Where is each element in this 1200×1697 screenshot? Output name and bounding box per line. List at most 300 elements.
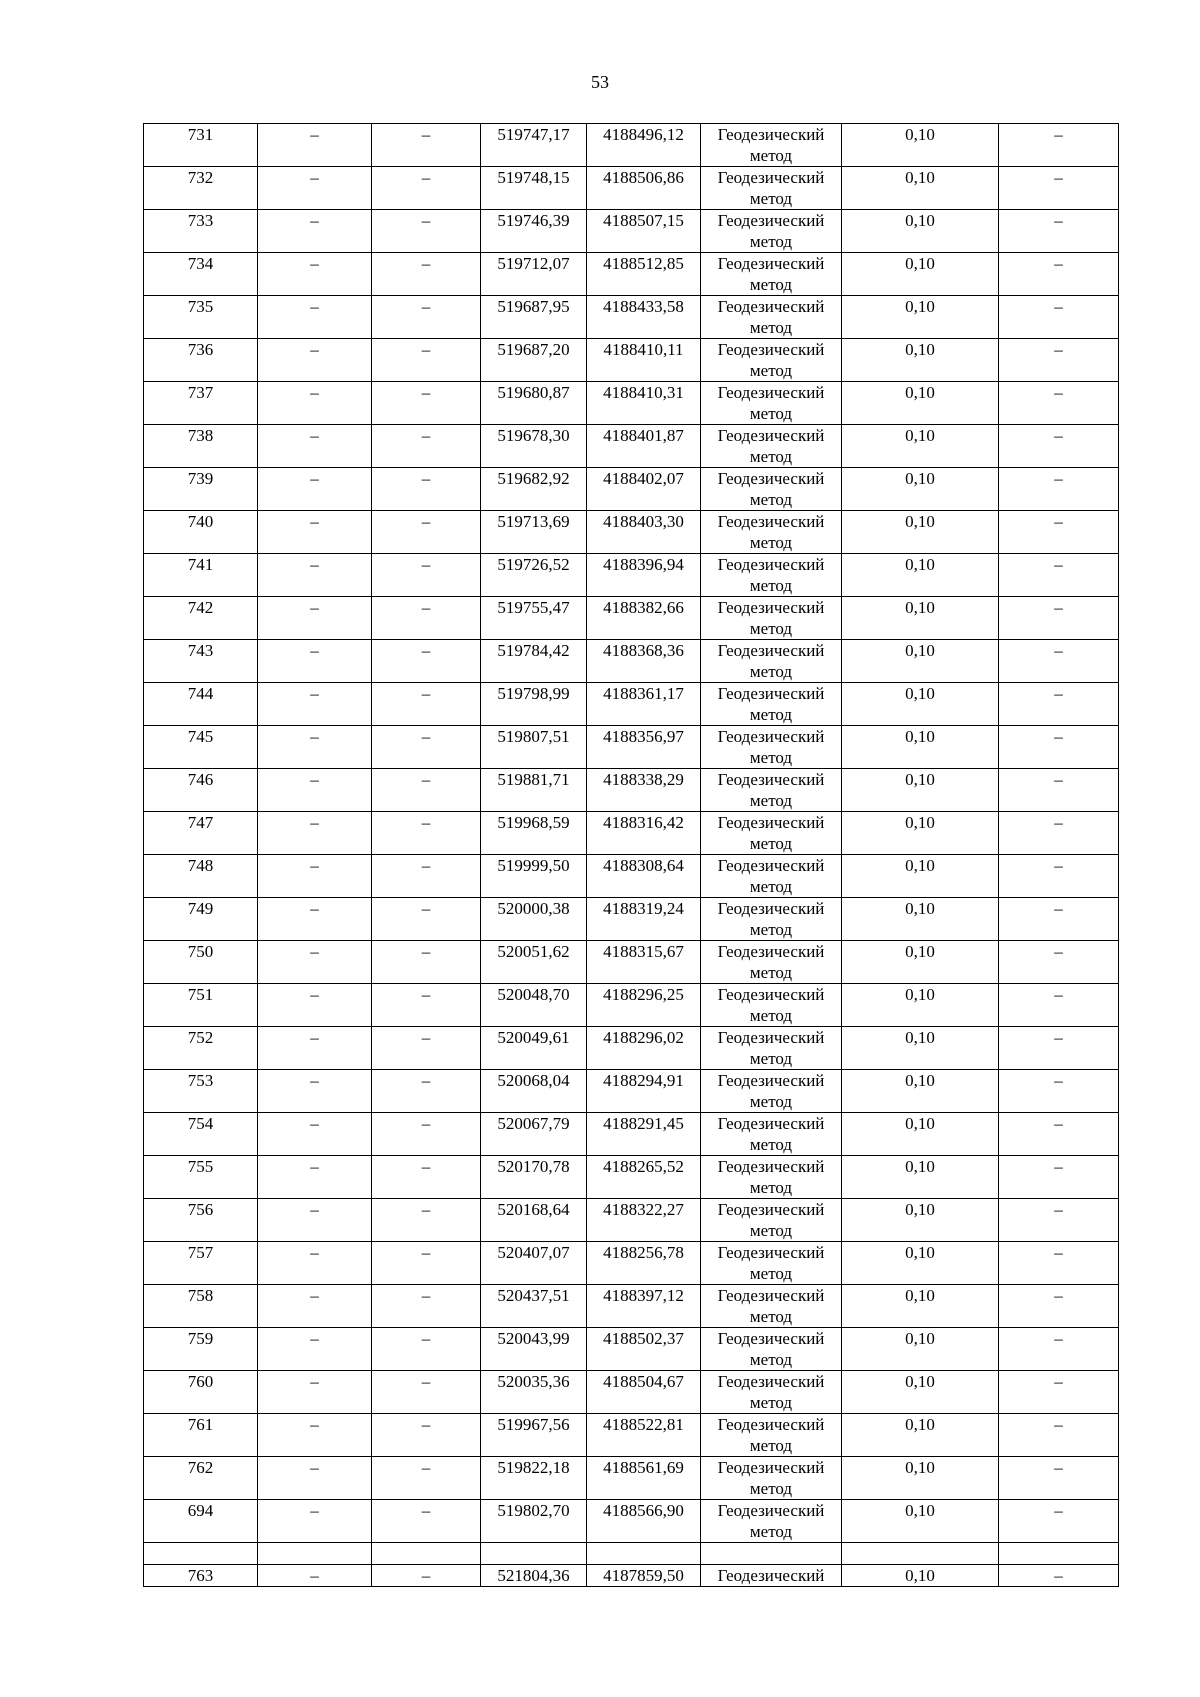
- dash-cell: –: [999, 1242, 1119, 1285]
- accuracy-cell: 0,10: [842, 1242, 999, 1285]
- table-row: [144, 941, 1119, 984]
- accuracy-cell: 0,10: [842, 769, 999, 812]
- table-row: [144, 1500, 1119, 1543]
- dash-cell: –: [999, 382, 1119, 425]
- method-cell: Геодезический метод: [701, 1371, 842, 1414]
- x-coordinate-cell: 519747,17: [481, 124, 587, 167]
- method-cell: Геодезический метод: [701, 726, 842, 769]
- empty-cell: [258, 1543, 372, 1565]
- accuracy-cell: 0,10: [842, 1285, 999, 1328]
- point-number-cell: 735: [144, 296, 258, 339]
- dash-cell: –: [258, 769, 372, 812]
- point-number-cell: 754: [144, 1113, 258, 1156]
- point-number-cell: 739: [144, 468, 258, 511]
- x-coordinate-cell: 519822,18: [481, 1457, 587, 1500]
- accuracy-cell: 0,10: [842, 296, 999, 339]
- y-coordinate-cell: 4188522,81: [587, 1414, 701, 1457]
- table-row: [144, 468, 1119, 511]
- dash-cell: –: [258, 1328, 372, 1371]
- method-cell: Геодезический метод: [701, 253, 842, 296]
- method-cell: Геодезический метод: [701, 210, 842, 253]
- dash-cell: –: [372, 1371, 481, 1414]
- method-cell: Геодезический метод: [701, 1414, 842, 1457]
- empty-cell: [481, 1543, 587, 1565]
- dash-cell: –: [999, 1457, 1119, 1500]
- method-cell: Геодезический метод: [701, 1070, 842, 1113]
- point-number-cell: 762: [144, 1457, 258, 1500]
- dash-cell: –: [372, 1500, 481, 1543]
- dash-cell: –: [258, 124, 372, 167]
- dash-cell: –: [372, 1242, 481, 1285]
- x-coordinate-cell: 520168,64: [481, 1199, 587, 1242]
- x-coordinate-cell: 520043,99: [481, 1328, 587, 1371]
- table-row: [144, 1199, 1119, 1242]
- method-cell: Геодезический метод: [701, 898, 842, 941]
- dash-cell: –: [258, 1500, 372, 1543]
- dash-cell: –: [999, 296, 1119, 339]
- table-row: [144, 1457, 1119, 1500]
- empty-cell: [587, 1543, 701, 1565]
- dash-cell: –: [999, 769, 1119, 812]
- dash-cell: –: [258, 425, 372, 468]
- table-row: [144, 726, 1119, 769]
- y-coordinate-cell: 4188561,69: [587, 1457, 701, 1500]
- x-coordinate-cell: 519802,70: [481, 1500, 587, 1543]
- method-cell: Геодезический метод: [701, 296, 842, 339]
- dash-cell: –: [372, 296, 481, 339]
- dash-cell: –: [258, 468, 372, 511]
- dash-cell: –: [999, 1285, 1119, 1328]
- y-coordinate-cell: 4188382,66: [587, 597, 701, 640]
- dash-cell: –: [372, 941, 481, 984]
- y-coordinate-cell: 4188256,78: [587, 1242, 701, 1285]
- x-coordinate-cell: 519798,99: [481, 683, 587, 726]
- dash-cell: –: [372, 425, 481, 468]
- dash-cell: –: [999, 511, 1119, 554]
- accuracy-cell: 0,10: [842, 382, 999, 425]
- point-number-cell: 734: [144, 253, 258, 296]
- accuracy-cell: 0,10: [842, 554, 999, 597]
- accuracy-cell: 0,10: [842, 1156, 999, 1199]
- dash-cell: –: [258, 640, 372, 683]
- point-number-cell: 746: [144, 769, 258, 812]
- dash-cell: –: [372, 339, 481, 382]
- accuracy-cell: 0,10: [842, 1457, 999, 1500]
- method-cell: Геодезический метод: [701, 640, 842, 683]
- x-coordinate-cell: 519784,42: [481, 640, 587, 683]
- y-coordinate-cell: 4188402,07: [587, 468, 701, 511]
- dash-cell: –: [999, 167, 1119, 210]
- dash-cell: –: [258, 1156, 372, 1199]
- y-coordinate-cell: 4188338,29: [587, 769, 701, 812]
- point-number-cell: 731: [144, 124, 258, 167]
- dash-cell: –: [999, 554, 1119, 597]
- method-cell: Геодезический метод: [701, 683, 842, 726]
- y-coordinate-cell: 4188291,45: [587, 1113, 701, 1156]
- point-number-cell: 763: [144, 1565, 258, 1587]
- accuracy-cell: 0,10: [842, 683, 999, 726]
- x-coordinate-cell: 520437,51: [481, 1285, 587, 1328]
- accuracy-cell: 0,10: [842, 1328, 999, 1371]
- x-coordinate-cell: 519726,52: [481, 554, 587, 597]
- table-row: [144, 511, 1119, 554]
- y-coordinate-cell: 4188396,94: [587, 554, 701, 597]
- dash-cell: –: [999, 468, 1119, 511]
- method-cell: Геодезический метод: [701, 167, 842, 210]
- table-row: [144, 1242, 1119, 1285]
- method-cell: Геодезический метод: [701, 1156, 842, 1199]
- y-coordinate-cell: 4188512,85: [587, 253, 701, 296]
- empty-table-row: [144, 1543, 1119, 1565]
- x-coordinate-cell: 520000,38: [481, 898, 587, 941]
- dash-cell: –: [999, 726, 1119, 769]
- dash-cell: –: [372, 253, 481, 296]
- dash-cell: –: [372, 1113, 481, 1156]
- accuracy-cell: 0,10: [842, 1070, 999, 1113]
- y-coordinate-cell: 4188361,17: [587, 683, 701, 726]
- point-number-cell: 756: [144, 1199, 258, 1242]
- accuracy-cell: 0,10: [842, 812, 999, 855]
- accuracy-cell: 0,10: [842, 898, 999, 941]
- table-row: [144, 339, 1119, 382]
- point-number-cell: 760: [144, 1371, 258, 1414]
- table-body: [144, 124, 1119, 1587]
- x-coordinate-cell: 519748,15: [481, 167, 587, 210]
- x-coordinate-cell: 520049,61: [481, 1027, 587, 1070]
- dash-cell: –: [999, 1414, 1119, 1457]
- table-row: [144, 812, 1119, 855]
- dash-cell: –: [372, 382, 481, 425]
- accuracy-cell: 0,10: [842, 339, 999, 382]
- point-number-cell: 740: [144, 511, 258, 554]
- y-coordinate-cell: 4188368,36: [587, 640, 701, 683]
- table-row: [144, 554, 1119, 597]
- table-row: [144, 597, 1119, 640]
- point-number-cell: 759: [144, 1328, 258, 1371]
- y-coordinate-cell: 4188507,15: [587, 210, 701, 253]
- dash-cell: –: [372, 167, 481, 210]
- dash-cell: –: [372, 124, 481, 167]
- method-cell: Геодезический метод: [701, 554, 842, 597]
- y-coordinate-cell: 4188315,67: [587, 941, 701, 984]
- point-number-cell: 737: [144, 382, 258, 425]
- dash-cell: –: [258, 1565, 372, 1587]
- dash-cell: –: [258, 339, 372, 382]
- dash-cell: –: [999, 210, 1119, 253]
- method-cell: Геодезический метод: [701, 124, 842, 167]
- table-row: [144, 855, 1119, 898]
- dash-cell: –: [372, 554, 481, 597]
- accuracy-cell: 0,10: [842, 1565, 999, 1587]
- method-cell: Геодезический метод: [701, 769, 842, 812]
- y-coordinate-cell: 4188566,90: [587, 1500, 701, 1543]
- table-row: [144, 984, 1119, 1027]
- x-coordinate-cell: 519755,47: [481, 597, 587, 640]
- y-coordinate-cell: 4188502,37: [587, 1328, 701, 1371]
- method-cell: Геодезический метод: [701, 855, 842, 898]
- dash-cell: –: [372, 1070, 481, 1113]
- dash-cell: –: [372, 812, 481, 855]
- accuracy-cell: 0,10: [842, 1414, 999, 1457]
- dash-cell: –: [372, 683, 481, 726]
- table-row: [144, 253, 1119, 296]
- accuracy-cell: 0,10: [842, 425, 999, 468]
- table-row: [144, 1371, 1119, 1414]
- table-row: [144, 769, 1119, 812]
- table-row: [144, 1113, 1119, 1156]
- point-number-cell: 753: [144, 1070, 258, 1113]
- accuracy-cell: 0,10: [842, 726, 999, 769]
- empty-cell: [372, 1543, 481, 1565]
- dash-cell: –: [372, 597, 481, 640]
- accuracy-cell: 0,10: [842, 1371, 999, 1414]
- accuracy-cell: 0,10: [842, 468, 999, 511]
- dash-cell: –: [258, 1414, 372, 1457]
- dash-cell: –: [258, 812, 372, 855]
- dash-cell: –: [999, 855, 1119, 898]
- x-coordinate-cell: 519967,56: [481, 1414, 587, 1457]
- dash-cell: –: [258, 1070, 372, 1113]
- method-cell: Геодезический метод: [701, 425, 842, 468]
- dash-cell: –: [372, 511, 481, 554]
- method-cell: Геодезический метод: [701, 812, 842, 855]
- empty-cell: [144, 1543, 258, 1565]
- point-number-cell: 761: [144, 1414, 258, 1457]
- point-number-cell: 749: [144, 898, 258, 941]
- table-row: [144, 124, 1119, 167]
- point-number-cell: 755: [144, 1156, 258, 1199]
- accuracy-cell: 0,10: [842, 511, 999, 554]
- method-cell: Геодезический метод: [701, 1500, 842, 1543]
- accuracy-cell: 0,10: [842, 253, 999, 296]
- table-row: [144, 1285, 1119, 1328]
- method-cell: Геодезический метод: [701, 468, 842, 511]
- dash-cell: –: [372, 1414, 481, 1457]
- method-cell: Геодезический метод: [701, 984, 842, 1027]
- method-cell: Геодезический: [701, 1565, 842, 1587]
- x-coordinate-cell: 520170,78: [481, 1156, 587, 1199]
- y-coordinate-cell: 4188496,12: [587, 124, 701, 167]
- point-number-cell: 741: [144, 554, 258, 597]
- dash-cell: –: [999, 898, 1119, 941]
- y-coordinate-cell: 4188322,27: [587, 1199, 701, 1242]
- dash-cell: –: [999, 941, 1119, 984]
- y-coordinate-cell: 4187859,50: [587, 1565, 701, 1587]
- dash-cell: –: [258, 1371, 372, 1414]
- dash-cell: –: [258, 984, 372, 1027]
- point-number-cell: 694: [144, 1500, 258, 1543]
- method-cell: Геодезический метод: [701, 1242, 842, 1285]
- dash-cell: –: [258, 898, 372, 941]
- y-coordinate-cell: 4188410,11: [587, 339, 701, 382]
- accuracy-cell: 0,10: [842, 124, 999, 167]
- dash-cell: –: [999, 339, 1119, 382]
- y-coordinate-cell: 4188316,42: [587, 812, 701, 855]
- dash-cell: –: [999, 124, 1119, 167]
- accuracy-cell: 0,10: [842, 167, 999, 210]
- method-cell: Геодезический метод: [701, 1027, 842, 1070]
- coordinates-table: [143, 123, 1119, 1587]
- dash-cell: –: [258, 1457, 372, 1500]
- dash-cell: –: [258, 683, 372, 726]
- table-row: [144, 898, 1119, 941]
- x-coordinate-cell: 519999,50: [481, 855, 587, 898]
- x-coordinate-cell: 520067,79: [481, 1113, 587, 1156]
- dash-cell: –: [999, 683, 1119, 726]
- x-coordinate-cell: 519746,39: [481, 210, 587, 253]
- empty-cell: [842, 1543, 999, 1565]
- point-number-cell: 758: [144, 1285, 258, 1328]
- point-number-cell: 742: [144, 597, 258, 640]
- dash-cell: –: [258, 554, 372, 597]
- point-number-cell: 745: [144, 726, 258, 769]
- dash-cell: –: [258, 167, 372, 210]
- empty-cell: [999, 1543, 1119, 1565]
- dash-cell: –: [372, 1285, 481, 1328]
- point-number-cell: 733: [144, 210, 258, 253]
- accuracy-cell: 0,10: [842, 210, 999, 253]
- point-number-cell: 750: [144, 941, 258, 984]
- dash-cell: –: [999, 1500, 1119, 1543]
- x-coordinate-cell: 519682,92: [481, 468, 587, 511]
- dash-cell: –: [372, 468, 481, 511]
- y-coordinate-cell: 4188265,52: [587, 1156, 701, 1199]
- dash-cell: –: [372, 1565, 481, 1587]
- dash-cell: –: [999, 425, 1119, 468]
- dash-cell: –: [258, 511, 372, 554]
- table-row: [144, 382, 1119, 425]
- dash-cell: –: [372, 769, 481, 812]
- dash-cell: –: [999, 253, 1119, 296]
- x-coordinate-cell: 519713,69: [481, 511, 587, 554]
- page-number: 53: [591, 72, 609, 92]
- method-cell: Геодезический метод: [701, 1457, 842, 1500]
- accuracy-cell: 0,10: [842, 984, 999, 1027]
- point-number-cell: 751: [144, 984, 258, 1027]
- y-coordinate-cell: 4188319,24: [587, 898, 701, 941]
- accuracy-cell: 0,10: [842, 1113, 999, 1156]
- dash-cell: –: [258, 941, 372, 984]
- y-coordinate-cell: 4188504,67: [587, 1371, 701, 1414]
- dash-cell: –: [372, 640, 481, 683]
- dash-cell: –: [999, 1070, 1119, 1113]
- point-number-cell: 738: [144, 425, 258, 468]
- table-row: [144, 296, 1119, 339]
- point-number-cell: 732: [144, 167, 258, 210]
- dash-cell: –: [258, 382, 372, 425]
- x-coordinate-cell: 519680,87: [481, 382, 587, 425]
- empty-cell: [701, 1543, 842, 1565]
- table-row: [144, 1328, 1119, 1371]
- y-coordinate-cell: 4188403,30: [587, 511, 701, 554]
- accuracy-cell: 0,10: [842, 597, 999, 640]
- dash-cell: –: [999, 984, 1119, 1027]
- table-row: [144, 1027, 1119, 1070]
- dash-cell: –: [372, 1156, 481, 1199]
- dash-cell: –: [372, 855, 481, 898]
- dash-cell: –: [258, 296, 372, 339]
- method-cell: Геодезический метод: [701, 1328, 842, 1371]
- x-coordinate-cell: 519687,20: [481, 339, 587, 382]
- method-cell: Геодезический метод: [701, 339, 842, 382]
- dash-cell: –: [999, 1113, 1119, 1156]
- method-cell: Геодезический метод: [701, 1199, 842, 1242]
- y-coordinate-cell: 4188433,58: [587, 296, 701, 339]
- dash-cell: –: [258, 1242, 372, 1285]
- dash-cell: –: [258, 597, 372, 640]
- dash-cell: –: [258, 855, 372, 898]
- dash-cell: –: [999, 1371, 1119, 1414]
- table-row: [144, 167, 1119, 210]
- x-coordinate-cell: 520407,07: [481, 1242, 587, 1285]
- dash-cell: –: [258, 253, 372, 296]
- x-coordinate-cell: 519678,30: [481, 425, 587, 468]
- x-coordinate-cell: 520048,70: [481, 984, 587, 1027]
- dash-cell: –: [999, 1027, 1119, 1070]
- dash-cell: –: [999, 597, 1119, 640]
- table-row: [144, 640, 1119, 683]
- point-number-cell: 743: [144, 640, 258, 683]
- point-number-cell: 752: [144, 1027, 258, 1070]
- x-coordinate-cell: 520068,04: [481, 1070, 587, 1113]
- method-cell: Геодезический метод: [701, 382, 842, 425]
- table-row: [144, 683, 1119, 726]
- y-coordinate-cell: 4188397,12: [587, 1285, 701, 1328]
- accuracy-cell: 0,10: [842, 1027, 999, 1070]
- dash-cell: –: [999, 1199, 1119, 1242]
- table-row: [144, 210, 1119, 253]
- accuracy-cell: 0,10: [842, 1500, 999, 1543]
- x-coordinate-cell: 519687,95: [481, 296, 587, 339]
- y-coordinate-cell: 4188410,31: [587, 382, 701, 425]
- point-number-cell: 736: [144, 339, 258, 382]
- dash-cell: –: [372, 1328, 481, 1371]
- table-row: [144, 425, 1119, 468]
- dash-cell: –: [372, 210, 481, 253]
- y-coordinate-cell: 4188401,87: [587, 425, 701, 468]
- dash-cell: –: [999, 640, 1119, 683]
- y-coordinate-cell: 4188356,97: [587, 726, 701, 769]
- accuracy-cell: 0,10: [842, 855, 999, 898]
- dash-cell: –: [258, 210, 372, 253]
- dash-cell: –: [372, 726, 481, 769]
- point-number-cell: 744: [144, 683, 258, 726]
- x-coordinate-cell: 520035,36: [481, 1371, 587, 1414]
- method-cell: Геодезический метод: [701, 511, 842, 554]
- x-coordinate-cell: 520051,62: [481, 941, 587, 984]
- dash-cell: –: [258, 726, 372, 769]
- dash-cell: –: [258, 1285, 372, 1328]
- method-cell: Геодезический метод: [701, 1285, 842, 1328]
- y-coordinate-cell: 4188308,64: [587, 855, 701, 898]
- dash-cell: –: [372, 984, 481, 1027]
- dash-cell: –: [999, 812, 1119, 855]
- x-coordinate-cell: 519968,59: [481, 812, 587, 855]
- accuracy-cell: 0,10: [842, 1199, 999, 1242]
- dash-cell: –: [372, 1027, 481, 1070]
- dash-cell: –: [258, 1113, 372, 1156]
- x-coordinate-cell: 519881,71: [481, 769, 587, 812]
- point-number-cell: 747: [144, 812, 258, 855]
- accuracy-cell: 0,10: [842, 640, 999, 683]
- point-number-cell: 757: [144, 1242, 258, 1285]
- x-coordinate-cell: 519712,07: [481, 253, 587, 296]
- method-cell: Геодезический метод: [701, 597, 842, 640]
- y-coordinate-cell: 4188506,86: [587, 167, 701, 210]
- dash-cell: –: [372, 1199, 481, 1242]
- point-number-cell: 748: [144, 855, 258, 898]
- y-coordinate-cell: 4188296,02: [587, 1027, 701, 1070]
